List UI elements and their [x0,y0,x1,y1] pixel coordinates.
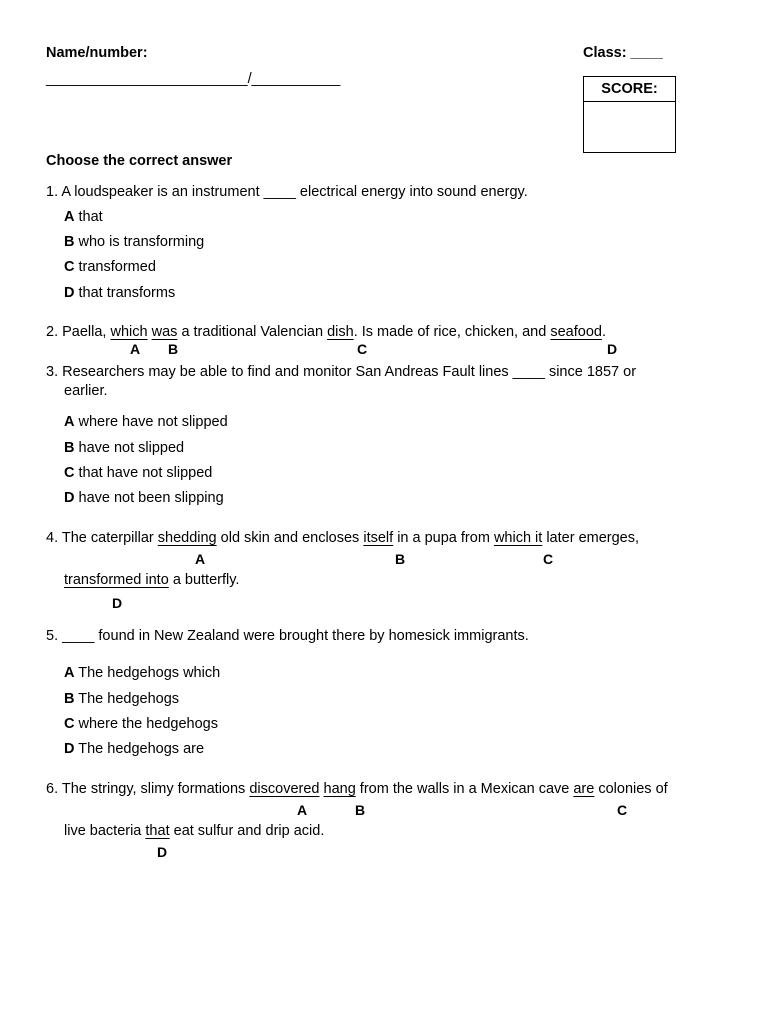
q5-option-a[interactable]: A The hedgehogs which [64,665,221,681]
q2-underline-c: dish [327,324,354,340]
q2-underline-b: was [151,324,178,340]
q3-option-b[interactable]: B have not slipped [64,440,185,456]
q1-option-d[interactable]: D that transforms [64,285,176,301]
q6-underline-c: are [573,781,595,797]
q6-label-c[interactable]: C [617,802,628,818]
q6-underline-a: discovered [249,781,320,797]
question-6-line-1: 6. The stringy, slimy formations discovered hang from the walls in a Mexican cave are colonies of [46,781,668,797]
q2-label-d[interactable]: D [607,341,618,357]
name-label: Name/number: [46,45,148,61]
score-box [583,76,676,153]
q3-option-a[interactable]: A where have not slipped [64,414,228,430]
instructions: Choose the correct answer [46,153,233,169]
q6-label-d[interactable]: D [157,844,168,860]
q4-underline-b: itself [363,530,394,546]
class-label: Class: ____ [583,45,663,61]
question-6-line-2: live bacteria that eat sulfur and drip acid. [64,823,325,839]
question-4-line-1: 4. The caterpillar shedding old skin and encloses itself in a pupa from which it later emerges, [46,530,640,546]
q6-underline-d: that [145,823,170,839]
q4-label-a[interactable]: A [195,551,206,567]
score-label: SCORE: [584,77,675,102]
q2-underline-a: which [110,324,148,340]
q4-label-c[interactable]: C [543,551,554,567]
q5-option-b[interactable]: B The hedgehogs [64,691,180,707]
q3-option-d[interactable]: D have not been slipping [64,490,224,506]
q2-underline-d: seafood [550,324,602,340]
question-3-line-2: earlier. [64,383,108,399]
question-4-line-2: transformed into a butterfly. [64,572,240,588]
q4-underline-d: transformed into [64,572,169,588]
q6-label-a[interactable]: A [297,802,308,818]
q4-label-b[interactable]: B [395,551,406,567]
q5-option-c[interactable]: C where the hedgehogs [64,716,218,732]
question-5: 5. ____ found in New Zealand were brought there by homesick immigrants. [46,628,529,644]
q3-option-c[interactable]: C that have not slipped [64,465,213,481]
q4-underline-c: which it [493,530,543,546]
q1-option-a[interactable]: A that [64,209,103,225]
q1-option-b[interactable]: B who is transforming [64,234,205,250]
q6-underline-b: hang [323,781,356,797]
q2-label-a[interactable]: A [130,341,141,357]
q2-label-c[interactable]: C [357,341,368,357]
question-3-line-1: 3. Researchers may be able to find and monitor San Andreas Fault lines ____ since 1857 or [46,364,637,380]
q5-option-d[interactable]: D The hedgehogs are [64,741,205,757]
question-1: 1. A loudspeaker is an instrument ____ electrical energy into sound energy. [46,184,528,200]
q6-label-b[interactable]: B [355,802,366,818]
q4-underline-a: shedding [157,530,217,546]
question-2: 2. Paella, which was a traditional Valencian dish. Is made of rice, chicken, and seafood. [46,324,606,340]
q1-option-c[interactable]: C transformed [64,259,156,275]
q4-label-d[interactable]: D [112,595,123,611]
name-line[interactable]: _________________________/___________ [46,71,341,87]
q2-label-b[interactable]: B [168,341,179,357]
